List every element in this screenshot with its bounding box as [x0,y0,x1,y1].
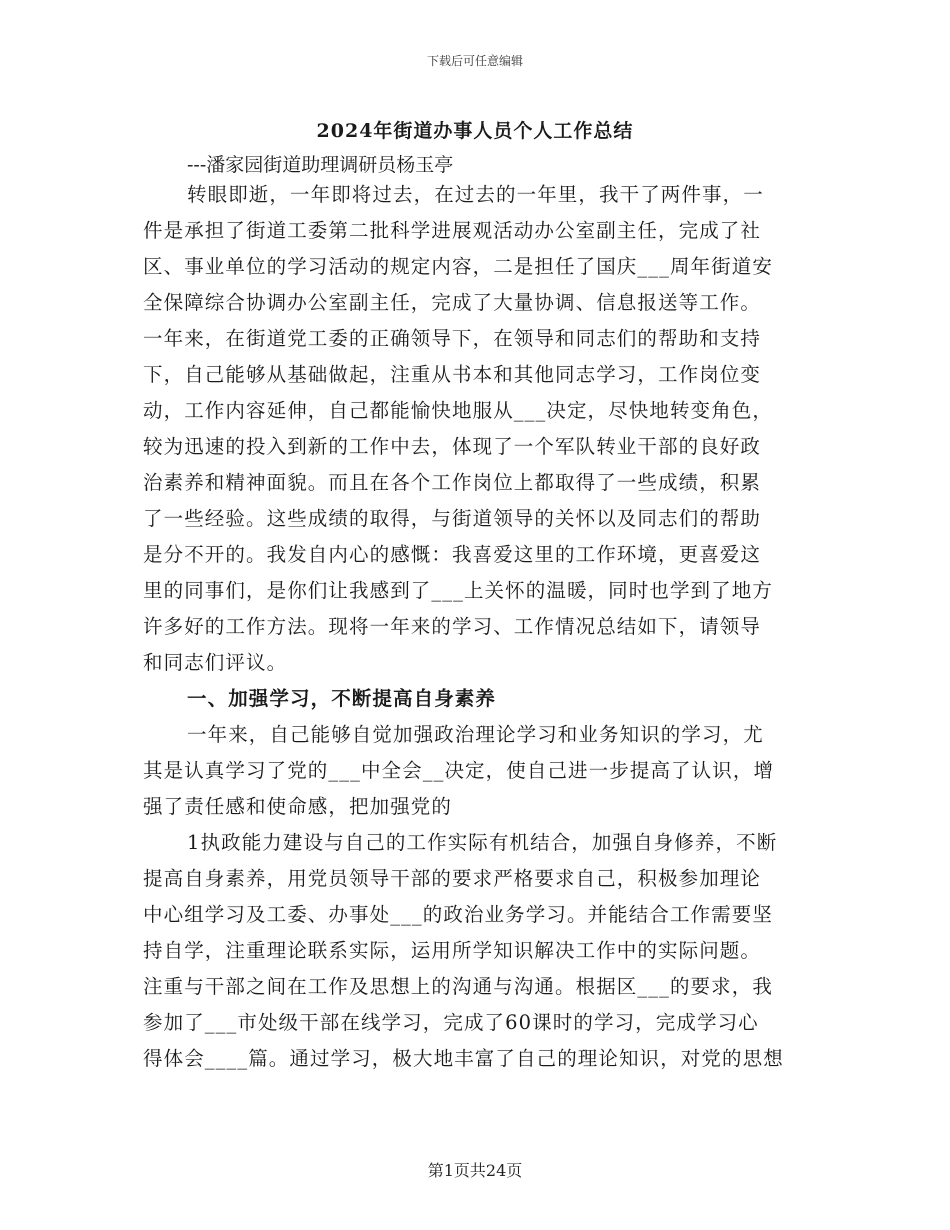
body-text-line: 治素养和精神面貌。而且在各个工作岗位上都取得了一些成绩，积累 [143,471,762,494]
body-text-line: 得体会____篇。通过学习，极大地丰富了自己的理论知识，对党的思想 [143,1047,784,1070]
body-text-line: 和同志们评议。 [143,651,288,674]
body-text-line: 是分不开的。我发自内心的感慨：我喜爱这里的工作环境，更喜爱这 [143,543,762,566]
body-text-line: 参加了___市处级干部在线学习，完成了60课时的学习，完成学习心 [143,1011,759,1034]
body-text-line: 全保障综合协调办公室副主任，完成了大量协调、信息报送等工作。 [143,291,762,314]
body-text-line: 里的同事们，是你们让我感到了___上关怀的温暖，同时也学到了地方 [143,579,773,602]
body-text-line: 件是承担了街道工委第二批科学进展观活动办公室副主任，完成了社 [143,219,762,242]
document-title: 2024年街道办事人员个人工作总结 [316,120,634,142]
page-footer: 第1页共24页 [427,1161,523,1180]
body-text-line: 转眼即逝，一年即将过去，在过去的一年里，我干了两件事，一 [187,183,764,206]
body-text-line: 一年来，在街道党工委的正确领导下，在领导和同志们的帮助和支持 [143,327,762,350]
body-text-line: 许多好的工作方法。现将一年来的学习、工作情况总结如下，请领导 [143,615,762,638]
body-text-line: 中心组学习及工委、办事处___的政治业务学习。并能结合工作需要坚 [143,903,773,926]
body-text-line: 区、事业单位的学习活动的规定内容，二是担任了国庆___周年街道安 [143,255,773,278]
body-text-line: 强了责任感和使命感，把加强党的 [143,795,453,818]
header-note: 下载后可任意编辑 [426,54,523,68]
body-text-line: 提高自身素养，用党员领导干部的要求严格要求自己，积极参加理论 [143,867,762,890]
document-subtitle: ---潘家园街道助理调研员杨玉亭 [187,154,454,176]
document-body [143,177,811,1077]
body-text-line: 了一些经验。这些成绩的取得，与街道领导的关怀以及同志们的帮助 [143,507,762,530]
body-text-line: 持自学，注重理论联系实际，运用所学知识解决工作中的实际问题。 [143,939,762,962]
body-text-line: 较为迅速的投入到新的工作中去，体现了一个军队转业干部的良好政 [143,435,762,458]
body-text-line: 其是认真学习了党的___中全会__决定，使自己进一步提高了认识，增 [143,759,775,782]
body-text-line: 注重与干部之间在工作及思想上的沟通与沟通。根据区___的要求，我 [143,975,773,998]
body-text-line: 一年来，自己能够自觉加强政治理论学习和业务知识的学习，尤 [187,723,764,746]
body-text-line: 1执政能力建设与自己的工作实际有机结合，加强自身修养，不断 [187,831,778,854]
body-text-line: 动，工作内容延伸，自己都能愉快地服从___决定，尽快地转变角色， [143,399,773,422]
body-text-line: 下，自己能够从基础做起，注重从书本和其他同志学习，工作岗位变 [143,363,762,386]
section-heading: 一、加强学习，不断提高自身素养 [187,687,497,710]
